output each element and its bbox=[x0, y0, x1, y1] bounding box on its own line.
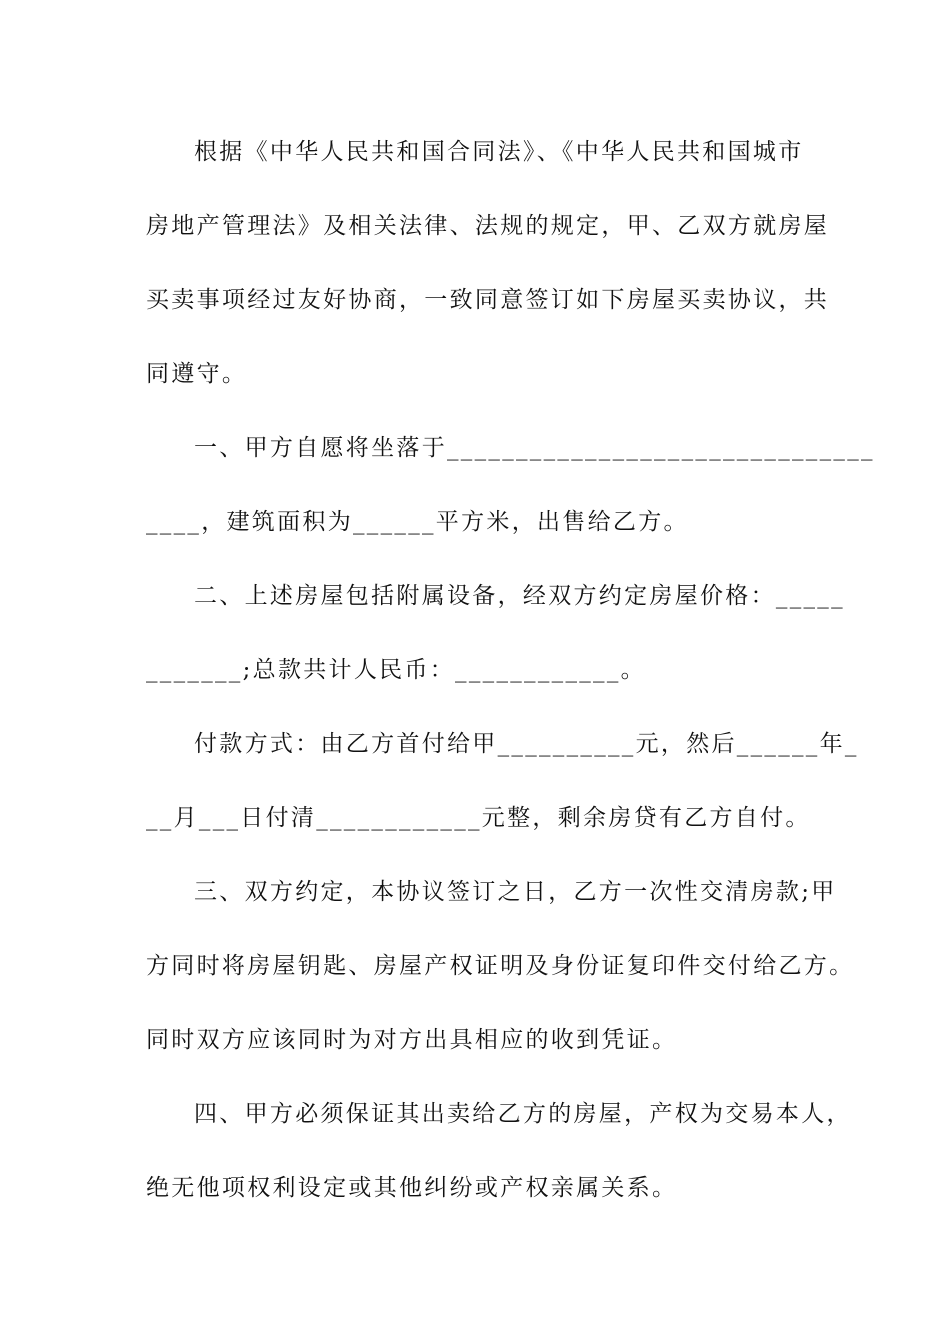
clause-3-line-2: 方同时将房屋钥匙、房屋产权证明及身份证复印件交付给乙方。 bbox=[146, 953, 855, 979]
clause-1-line-1: 一、甲方自愿将坐落于_______________________________ bbox=[194, 435, 875, 461]
paragraph-preamble-line-2: 房地产管理法》及相关法律、法规的规定，甲、乙双方就房屋 bbox=[146, 213, 830, 239]
clause-4-line-1: 四、甲方必须保证其出卖给乙方的房屋，产权为交易本人， bbox=[194, 1101, 852, 1127]
paragraph-preamble-line-4: 同遵守。 bbox=[146, 361, 248, 387]
clause-2-line-2: _______;总款共计人民币：____________。 bbox=[146, 657, 646, 683]
clause-3-line-3: 同时双方应该同时为对方出具相应的收到凭证。 bbox=[146, 1027, 678, 1053]
paragraph-preamble-line-3: 买卖事项经过友好协商，一致同意签订如下房屋买卖协议，共 bbox=[146, 287, 830, 313]
clause-3-line-1: 三、双方约定，本协议签订之日，乙方一次性交清房款;甲 bbox=[194, 879, 837, 905]
payment-method-line-1: 付款方式：由乙方首付给甲__________元，然后______年_ bbox=[194, 731, 859, 757]
clause-2-line-1: 二、上述房屋包括附属设备，经双方约定房屋价格：_____ bbox=[194, 583, 845, 609]
clause-1-line-2: ____，建筑面积为______平方米，出售给乙方。 bbox=[146, 509, 689, 535]
paragraph-preamble-line-1: 根据《中华人民共和国合同法》、《中华人民共和国城市 bbox=[194, 139, 804, 165]
clause-4-line-2: 绝无他项权利设定或其他纠纷或产权亲属关系。 bbox=[146, 1175, 678, 1201]
payment-method-line-2: __月___日付清____________元整，剩余房贷有乙方自付。 bbox=[146, 805, 811, 831]
